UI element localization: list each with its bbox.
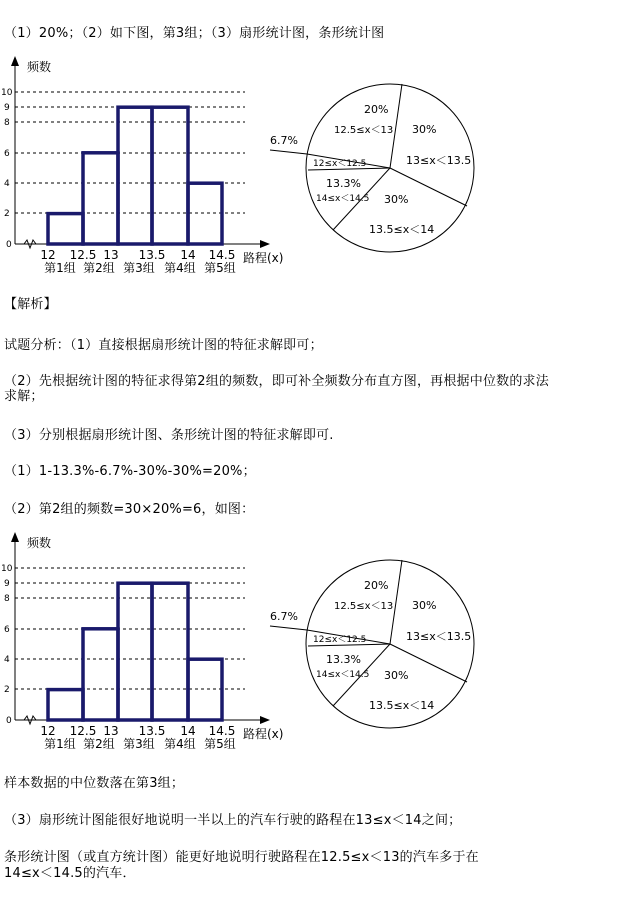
- y-axis-label: 频数: [27, 60, 52, 74]
- histogram-bar: [118, 107, 152, 244]
- svg-text:8: 8: [4, 594, 10, 604]
- pie-range: 13.5≤x＜14: [369, 699, 435, 712]
- x-tick-label: 14: [180, 248, 196, 262]
- analysis-heading: 【解析】: [4, 297, 57, 312]
- pie-pct: 13.3%: [326, 653, 361, 666]
- histogram-bar: [188, 659, 222, 720]
- category-label: 第2组: [83, 737, 115, 751]
- pie-pct: 6.7%: [270, 134, 298, 147]
- histogram-bar: [48, 690, 83, 720]
- pie-chart: [270, 84, 474, 252]
- pie-range: 13≤x＜13.5: [406, 154, 472, 167]
- pie-pct: 30%: [412, 123, 437, 136]
- category-label: 第4组: [164, 261, 196, 275]
- svg-text:0: 0: [6, 716, 12, 726]
- histogram: [1, 56, 283, 275]
- svg-text:6: 6: [4, 149, 10, 159]
- pie-range: 12≤x＜12.5: [313, 635, 367, 645]
- pie-range: 14≤x＜14.5: [316, 194, 370, 204]
- x-axis-label: 路程(x): [243, 251, 284, 265]
- pie-pct: 6.7%: [270, 610, 298, 623]
- solution-3: （3）扇形统计图能很好地说明一半以上的汽车行驶的路程在13≤x＜14之间；: [4, 813, 462, 828]
- pie-chart: [270, 560, 474, 728]
- histogram: [1, 532, 283, 751]
- figure-1: [0, 52, 630, 292]
- x-tick-label: 14.5: [208, 724, 236, 738]
- y-axis-label: 频数: [27, 536, 52, 550]
- median-line: 样本数据的中位数落在第3组；: [4, 776, 185, 791]
- answer-line: （1）20%；（2）如下图，第3组；（3）扇形统计图，条形统计图: [4, 26, 385, 41]
- solution-2: （2）第2组的频数=30×20%=6，如图：: [4, 502, 255, 517]
- x-tick-label: 13: [103, 724, 119, 738]
- histogram-bar: [48, 214, 83, 244]
- pie-pct: 30%: [384, 669, 409, 682]
- x-tick-label: 13.5: [138, 248, 166, 262]
- svg-text:9: 9: [4, 579, 10, 589]
- svg-text:4: 4: [4, 179, 10, 189]
- solution-1: （1）1-13.3%-6.7%-30%-30%=20%；: [4, 464, 256, 479]
- category-label: 第2组: [83, 261, 115, 275]
- pie-range: 12.5≤x＜13: [334, 601, 394, 612]
- histogram-bar: [152, 583, 188, 720]
- histogram-bar: [188, 183, 222, 244]
- pie-range: 12.5≤x＜13: [334, 125, 394, 136]
- x-tick-label: 13: [103, 248, 119, 262]
- histogram-bar: [83, 629, 118, 720]
- pie-pct: 20%: [364, 103, 389, 116]
- histogram-bar: [83, 153, 118, 244]
- category-label: 第4组: [164, 737, 196, 751]
- histogram-bar: [118, 583, 152, 720]
- x-tick-label: 13.5: [138, 724, 166, 738]
- category-label: 第5组: [204, 261, 236, 275]
- analysis-3: （3）分别根据扇形统计图、条形统计图的特征求解即可.: [4, 428, 334, 443]
- figure-2: [0, 528, 630, 768]
- svg-text:0: 0: [6, 240, 12, 250]
- conclusion-a: 条形统计图（或直方统计图）能更好地说明行驶路程在12.5≤x＜13的汽车多于在: [4, 850, 479, 865]
- pie-range: 13≤x＜13.5: [406, 630, 472, 643]
- category-label: 第3组: [123, 261, 155, 275]
- x-axis-label: 路程(x): [243, 727, 284, 741]
- category-label: 第5组: [204, 737, 236, 751]
- pie-pct: 20%: [364, 579, 389, 592]
- pie-pct: 13.3%: [326, 177, 361, 190]
- category-label: 第3组: [123, 737, 155, 751]
- analysis-intro: 试题分析：（1）直接根据扇形统计图的特征求解即可；: [4, 338, 323, 353]
- conclusion-b: 14≤x＜14.5的汽车．: [4, 866, 136, 881]
- x-tick-label: 12.5: [69, 724, 97, 738]
- x-tick-label: 12.5: [69, 248, 97, 262]
- analysis-2a: （2）先根据统计图的特征求得第2组的频数，即可补全频数分布直方图，再根据中位数的求法: [4, 374, 549, 389]
- x-tick-label: 14: [180, 724, 196, 738]
- category-label: 第1组: [44, 737, 76, 751]
- svg-text:2: 2: [4, 209, 10, 219]
- category-label: 第1组: [44, 261, 76, 275]
- pie-range: 12≤x＜12.5: [313, 159, 367, 169]
- x-tick-label: 12: [40, 248, 56, 262]
- svg-text:6: 6: [4, 625, 10, 635]
- svg-text:8: 8: [4, 118, 10, 128]
- svg-text:10: 10: [1, 564, 13, 574]
- pie-range: 13.5≤x＜14: [369, 223, 435, 236]
- svg-text:9: 9: [4, 103, 10, 113]
- x-tick-label: 12: [40, 724, 56, 738]
- pie-pct: 30%: [384, 193, 409, 206]
- svg-text:4: 4: [4, 655, 10, 665]
- pie-pct: 30%: [412, 599, 437, 612]
- histogram-bar: [152, 107, 188, 244]
- pie-range: 14≤x＜14.5: [316, 670, 370, 680]
- svg-text:10: 10: [1, 88, 13, 98]
- svg-text:2: 2: [4, 685, 10, 695]
- analysis-2b: 求解；: [4, 389, 44, 404]
- x-tick-label: 14.5: [208, 248, 236, 262]
